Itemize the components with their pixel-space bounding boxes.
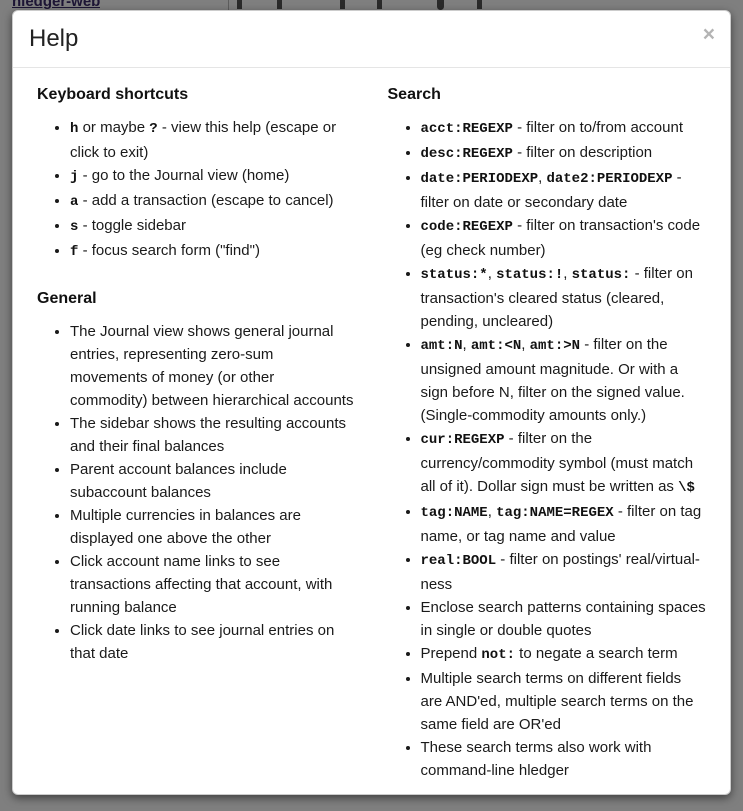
left-column xyxy=(25,86,372,784)
section-heading-keyboard-shortcuts: Keyboard shortcuts xyxy=(37,86,189,103)
help-modal xyxy=(12,10,731,795)
list-item: • j - go to the Journal view (home) xyxy=(70,164,354,189)
code-term: status:* xyxy=(420,267,488,283)
code-term: amt:>N xyxy=(529,338,581,354)
list-item: • The Journal view shows general journal entries, representing zero-sum movements of money (or other commodity) between hierarchical accounts xyxy=(70,320,354,412)
code-term: cur:REGEXP xyxy=(420,432,505,448)
code-term: ? xyxy=(149,121,158,137)
code-term: f xyxy=(70,244,79,260)
modal-body xyxy=(13,68,730,794)
search-list xyxy=(388,116,707,782)
list-item: • real:BOOL - filter on postings' real/virtual-ness xyxy=(421,548,707,596)
list-item: • a - add a transaction (escape to cancel) xyxy=(70,189,354,214)
code-term: a xyxy=(70,194,79,210)
code-term: acct:REGEXP xyxy=(420,121,513,137)
list-item: • desc:REGEXP - filter on description xyxy=(421,141,707,166)
list-item: • Click date links to see journal entries on that date xyxy=(70,619,354,665)
code-term: date:PERIODEXP xyxy=(420,171,539,187)
list-item: • tag:NAME, tag:NAME=REGEX - filter on tag name, or tag name and value xyxy=(421,500,707,548)
right-column xyxy=(372,86,719,784)
section-heading-general: General xyxy=(37,290,97,307)
list-item: • amt:N, amt:<N, amt:>N - filter on the unsigned amount magnitude. Or with a sign before N, filter on the signed value. (Single-commodity amounts only.) xyxy=(421,333,707,427)
close-icon[interactable]: × xyxy=(702,23,715,46)
list-item: • Prepend not: to negate a search term xyxy=(421,642,707,667)
section-heading-search: Search xyxy=(387,86,441,103)
list-item: • f - focus search form ("find") xyxy=(70,239,354,264)
list-item: • Multiple search terms on different fields are AND'ed, multiple search terms on the same field are OR'ed xyxy=(421,667,707,736)
code-term: status:! xyxy=(496,267,564,283)
code-term: real:BOOL xyxy=(420,553,497,569)
code-term: date2:PERIODEXP xyxy=(546,171,673,187)
code-term: j xyxy=(70,169,79,185)
code-term: code:REGEXP xyxy=(420,219,513,235)
code-term: status: xyxy=(571,267,631,283)
keyboard-shortcuts-list xyxy=(37,116,354,264)
code-term: tag:NAME xyxy=(420,505,488,521)
list-item: • Multiple currencies in balances are displayed one above the other xyxy=(70,504,354,550)
modal-header xyxy=(13,11,730,68)
code-term: \$ xyxy=(678,480,695,496)
list-item: • These search terms also work with command-line hledger xyxy=(421,736,707,782)
code-term: h xyxy=(70,121,79,137)
code-term: amt:<N xyxy=(470,338,522,354)
list-item: • cur:REGEXP - filter on the currency/commodity symbol (must match all of it). Dollar sign must be written as \$ xyxy=(421,427,707,500)
code-term: s xyxy=(70,219,79,235)
list-item: • Click account name links to see transactions affecting that account, with running balance xyxy=(70,550,354,619)
list-item: • Parent account balances include subaccount balances xyxy=(70,458,354,504)
code-term: amt:N xyxy=(420,338,463,354)
list-item: • date:PERIODEXP, date2:PERIODEXP - filter on date or secondary date xyxy=(421,166,707,214)
list-item: • h or maybe ? - view this help (escape or click to exit) xyxy=(70,116,354,164)
list-item: • code:REGEXP - filter on transaction's code (eg check number) xyxy=(421,214,707,262)
list-item: • The sidebar shows the resulting accounts and their final balances xyxy=(70,412,354,458)
code-term: tag:NAME=REGEX xyxy=(496,505,614,521)
list-item: • acct:REGEXP - filter on to/from account xyxy=(421,116,707,141)
list-item: • Enclose search patterns containing spaces in single or double quotes xyxy=(421,596,707,642)
general-list xyxy=(37,320,354,665)
code-term: desc:REGEXP xyxy=(420,146,513,162)
list-item: • s - toggle sidebar xyxy=(70,214,354,239)
list-item: • status:*, status:!, status: - filter on transaction's cleared status (cleared, pending, uncleared) xyxy=(421,262,707,333)
code-term: not: xyxy=(481,647,515,663)
modal-title: Help xyxy=(29,25,79,52)
